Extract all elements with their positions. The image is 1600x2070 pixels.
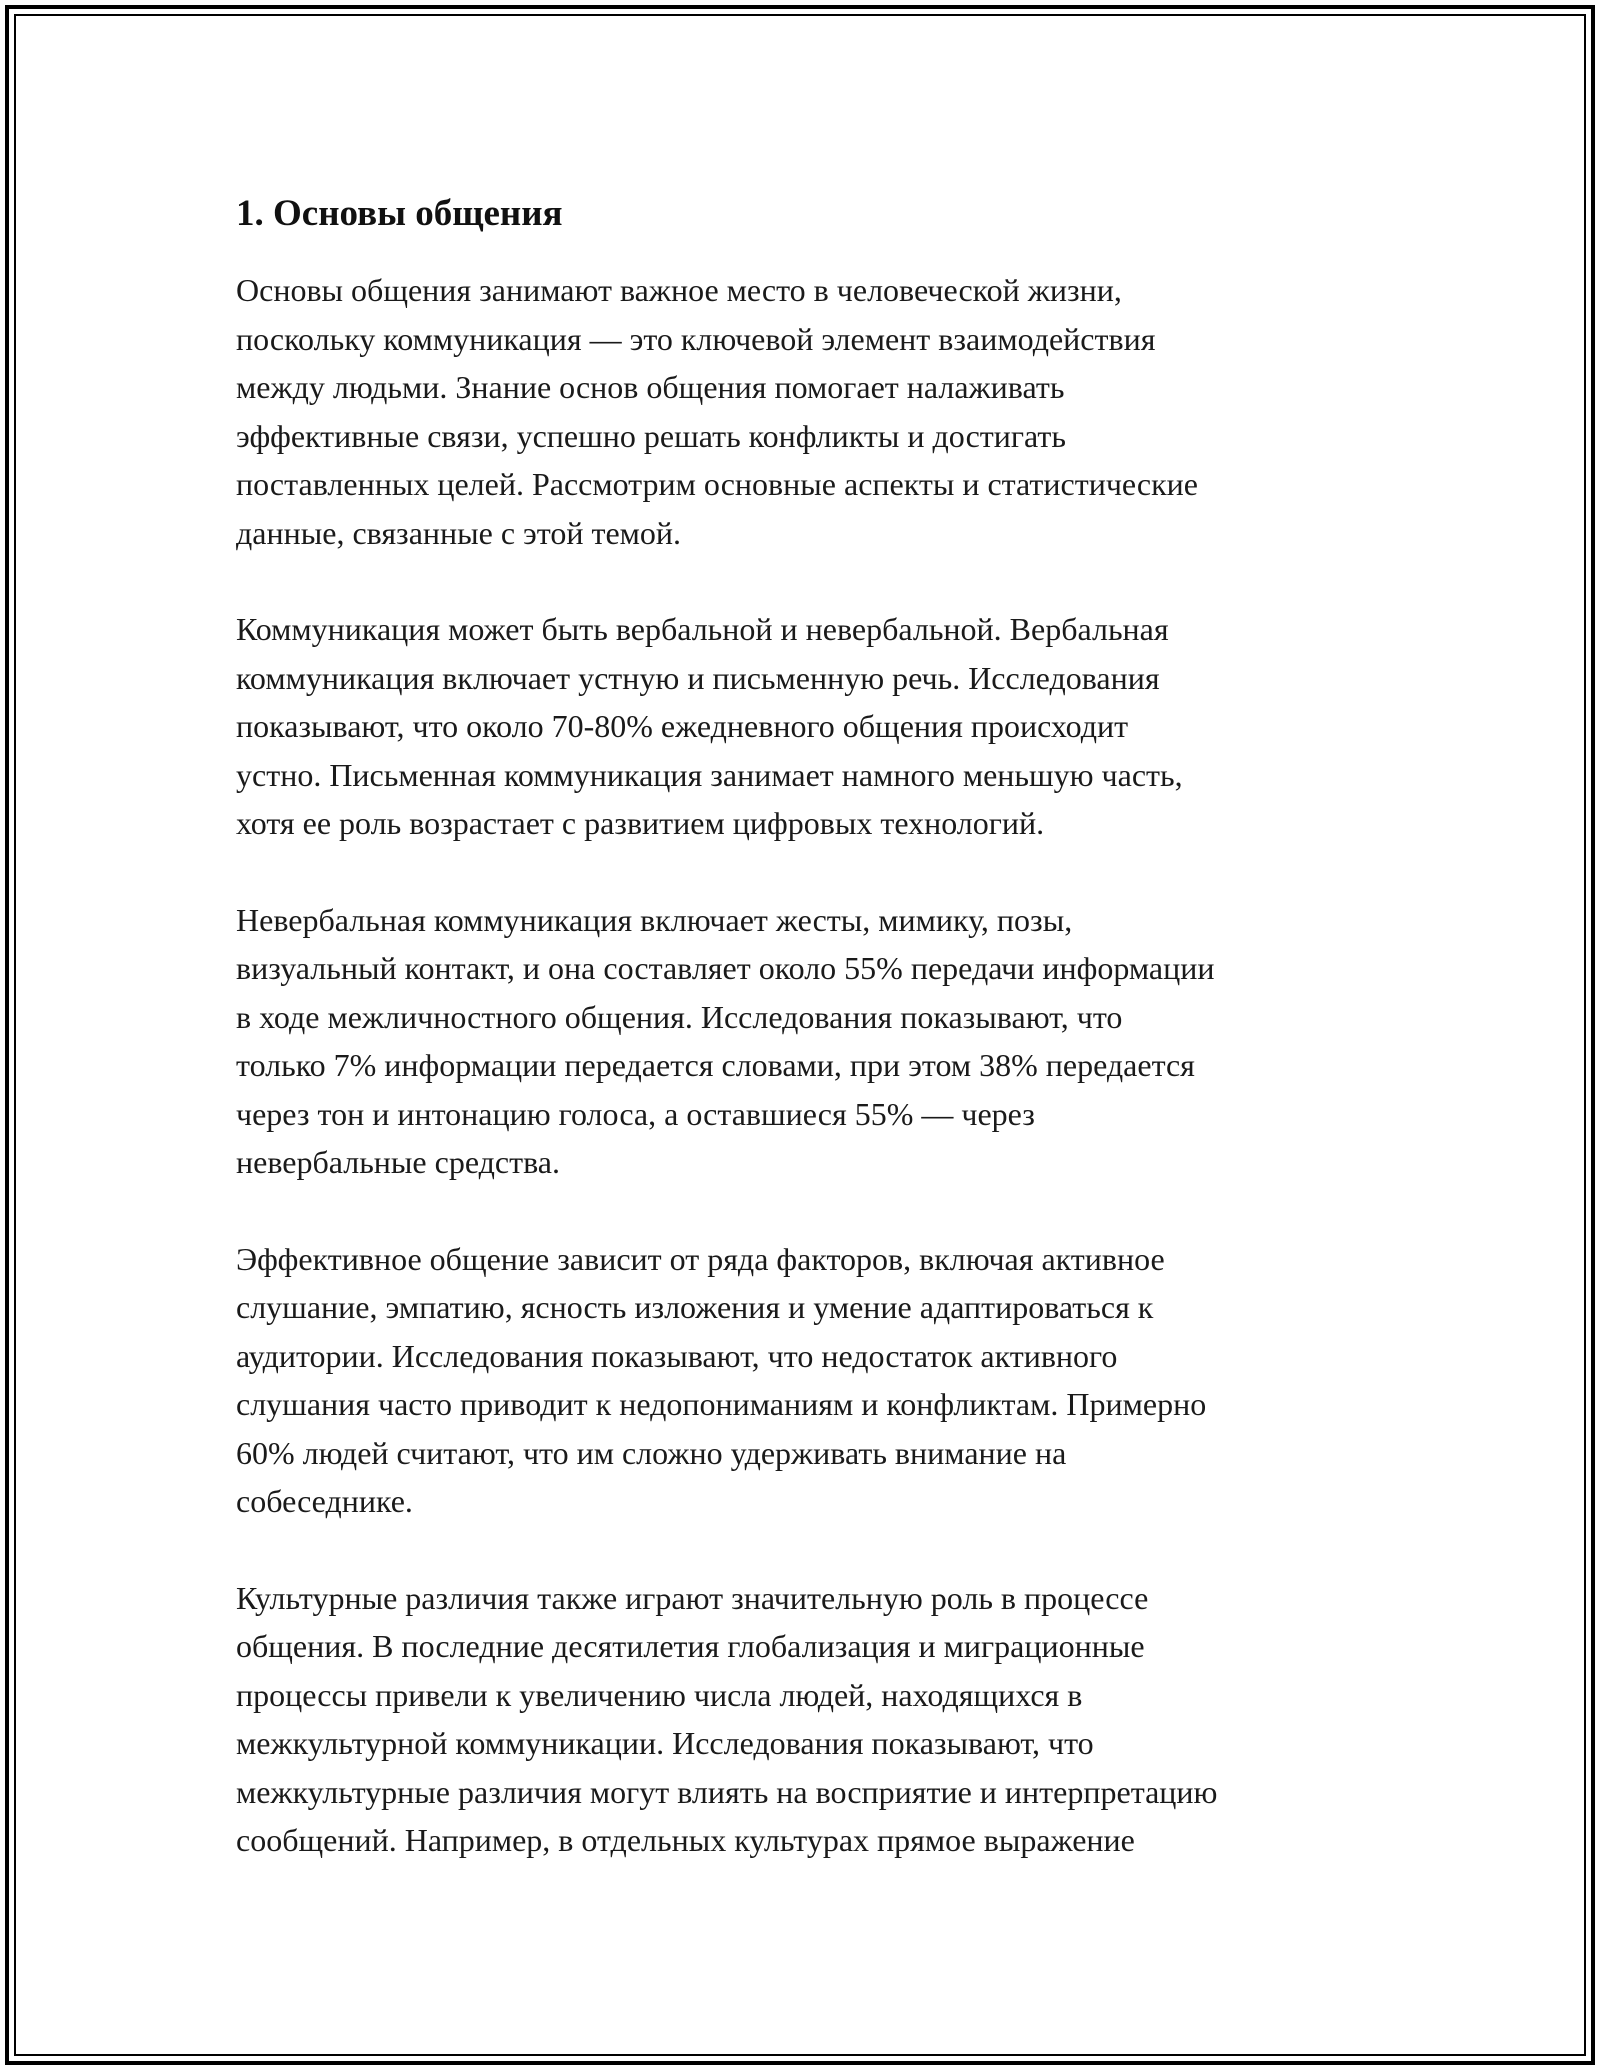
paragraph-line: слушание, эмпатию, ясность изложения и умение адаптироваться к <box>236 1289 1154 1325</box>
paragraph-line: собеседнике. <box>236 1483 413 1519</box>
paragraph-line: межкультурной коммуникации. Исследования показывают, что <box>236 1725 1094 1761</box>
paragraph <box>236 1574 1386 1865</box>
paragraph-line: устно. Письменная коммуникация занимает намного меньшую часть, <box>236 756 1183 793</box>
paragraph-line: межкультурные различия могут влиять на восприятие и интерпретацию <box>236 1773 1218 1810</box>
paragraph-line: Основы общения занимают важное место в человеческой жизни, <box>236 272 1122 308</box>
paragraph-line: эффективные связи, успешно решать конфликты и достигать <box>236 417 1066 454</box>
paragraph-line: между людьми. Знание основ общения помогает налаживать <box>236 369 1065 405</box>
paragraph-line: слушания часто приводит к недопониманиям и конфликтам. Примерно <box>236 1386 1207 1422</box>
paragraph-line: сообщений. Например, в отдельных культурах прямое выражение <box>236 1822 1135 1858</box>
paragraph-line: Невербальная коммуникация включает жесты, мимику, позы, <box>236 901 1073 938</box>
paragraph-line: поскольку коммуникация — это ключевой элемент взаимодействия <box>236 320 1156 357</box>
paragraph-line: невербальные средства. <box>236 1144 560 1180</box>
paragraph-line: аудитории. Исследования показывают, что недостаток активного <box>236 1337 1118 1374</box>
paragraph <box>236 896 1386 1187</box>
paragraph-line: в ходе межличностного общения. Исследования показывают, что <box>236 998 1123 1035</box>
paragraph-line: поставленных целей. Рассмотрим основные аспекты и статистические <box>236 466 1198 502</box>
paragraph-list <box>236 266 1386 1865</box>
paragraph-line: Эффективное общение зависит от ряда факторов, включая активное <box>236 1240 1165 1277</box>
paragraph-line: Культурные различия также играют значительную роль в процессе <box>236 1579 1149 1616</box>
section-heading: 1. Основы общения <box>236 193 563 234</box>
paragraph-line: процессы привели к увеличению числа людей, находящихся в <box>236 1676 1083 1713</box>
document-body <box>236 186 1386 1913</box>
paragraph-line: данные, связанные с этой темой. <box>236 514 682 551</box>
paragraph-line: через тон и интонацию голоса, а оставшиеся 55% — через <box>236 1095 1035 1132</box>
paragraph-line: хотя ее роль возрастает с развитием цифровых технологий. <box>236 805 1045 841</box>
paragraph-line: только 7% информации передается словами, при этом 38% передается <box>236 1047 1195 1083</box>
paragraph-line: 60% людей считают, что им сложно удерживать внимание на <box>236 1434 1067 1471</box>
paragraph-line: Коммуникация может быть вербальной и невербальной. Вербальная <box>236 611 1169 647</box>
paragraph-line: общения. В последние десятилетия глобализация и миграционные <box>236 1628 1145 1664</box>
paragraph <box>236 1235 1386 1526</box>
paragraph-line: коммуникация включает устную и письменную речь. Исследования <box>236 659 1160 696</box>
paragraph <box>236 266 1386 557</box>
paragraph-line: визуальный контакт, и она составляет около 55% передачи информации <box>236 950 1215 986</box>
paragraph <box>236 605 1386 848</box>
paragraph-line: показывают, что около 70-80% ежедневного общения происходит <box>236 708 1129 744</box>
